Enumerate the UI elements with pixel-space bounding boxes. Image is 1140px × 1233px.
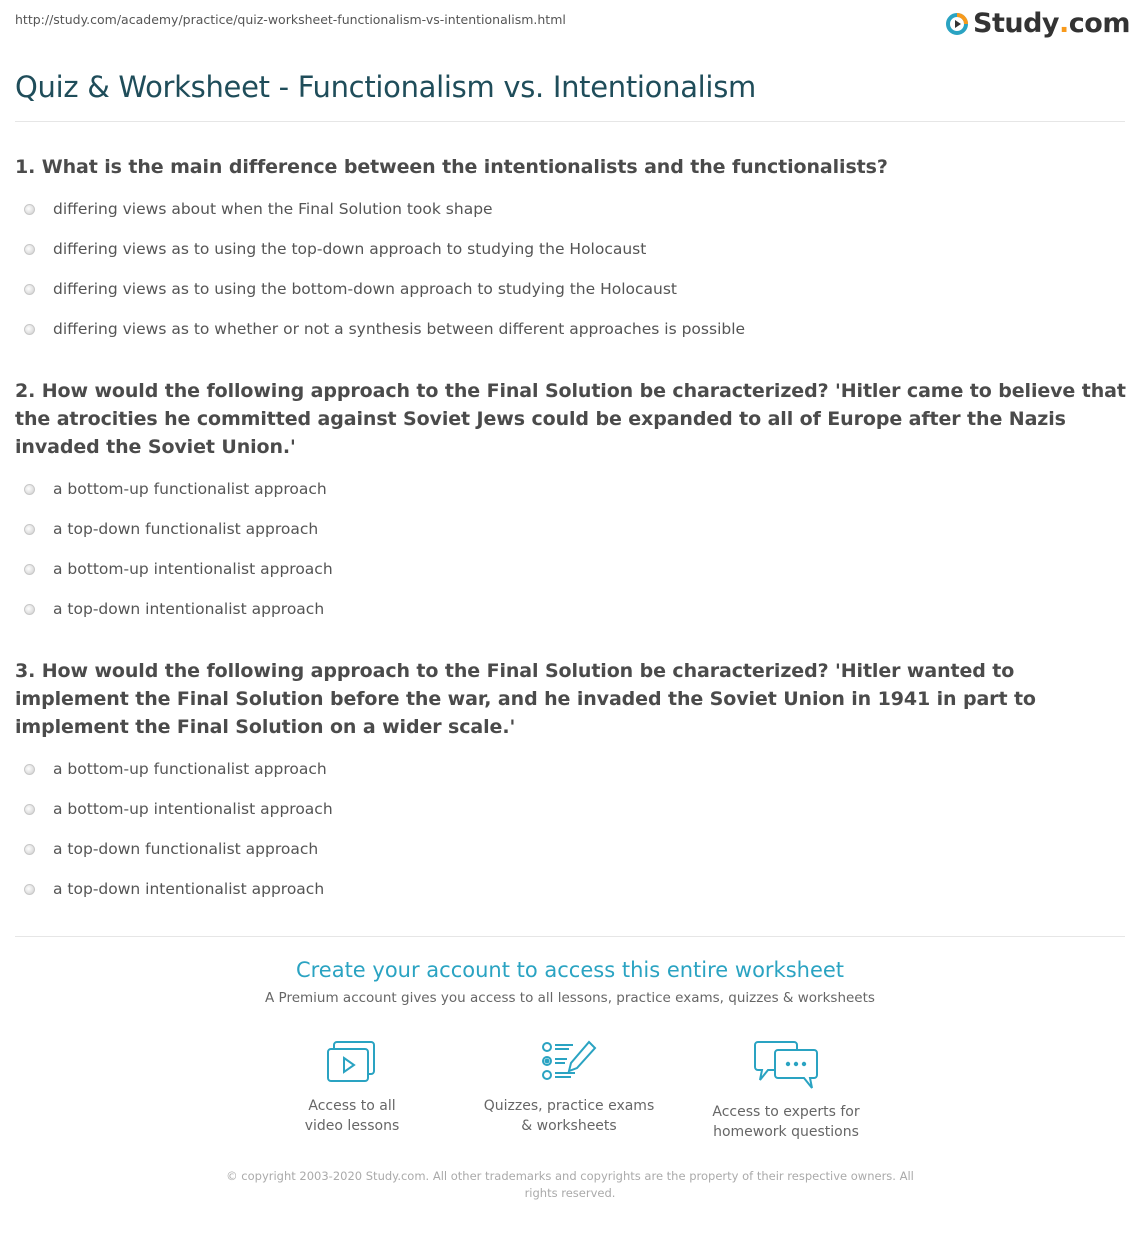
radio-button[interactable] bbox=[24, 564, 35, 575]
radio-button[interactable] bbox=[24, 604, 35, 615]
page-url: http://study.com/academy/practice/quiz-worksheet-functionalism-vs-intentionalism.html bbox=[15, 12, 566, 27]
copyright-footer: © copyright 2003-2020 Study.com. All other trademarks and copyrights are the property of their respective owners. All rights reserved. bbox=[226, 1169, 914, 1200]
logo-tld: com bbox=[1068, 8, 1130, 39]
answer-option[interactable] bbox=[15, 229, 1127, 269]
radio-button[interactable] bbox=[24, 204, 35, 215]
page-title: Quiz & Worksheet - Functionalism vs. Intentionalism bbox=[15, 70, 756, 104]
question-text: 3. How would the following approach to the Final Solution be characterized? 'Hitler wanted to implement the Final Solution before the war, and he invaded the Soviet Union in 1941 in part to implement the Final Solution on a wider scale.' bbox=[15, 660, 1036, 738]
option-label: differing views as to using the bottom-down approach to studying the Holocaust bbox=[53, 280, 677, 298]
option-label: a bottom-up intentionalist approach bbox=[53, 800, 333, 818]
option-label: a bottom-up functionalist approach bbox=[53, 480, 327, 498]
option-label: differing views as to whether or not a synthesis between different approaches is possible bbox=[53, 320, 746, 338]
option-label: a top-down functionalist approach bbox=[53, 840, 319, 858]
radio-button[interactable] bbox=[24, 324, 35, 335]
feature-line: & worksheets bbox=[521, 1118, 617, 1134]
feature-line: video lessons bbox=[304, 1118, 400, 1134]
answer-option[interactable] bbox=[15, 749, 1127, 789]
answer-option[interactable] bbox=[15, 829, 1127, 869]
question-2 bbox=[15, 377, 1127, 629]
study-logo[interactable] bbox=[945, 8, 1130, 39]
logo-text: Study bbox=[973, 8, 1060, 39]
answer-option[interactable] bbox=[15, 869, 1127, 909]
create-account-link[interactable]: Create your account to access this entire worksheet bbox=[295, 958, 845, 982]
radio-button[interactable] bbox=[24, 884, 35, 895]
radio-button[interactable] bbox=[24, 804, 35, 815]
option-label: a bottom-up intentionalist approach bbox=[53, 560, 333, 578]
feature-line: Access to all bbox=[308, 1098, 396, 1114]
option-label: a top-down intentionalist approach bbox=[53, 880, 325, 898]
feature-quizzes bbox=[469, 1040, 669, 1136]
answer-option[interactable] bbox=[15, 789, 1127, 829]
answer-option[interactable] bbox=[15, 309, 1127, 349]
radio-button[interactable] bbox=[24, 764, 35, 775]
feature-line: homework questions bbox=[713, 1124, 859, 1140]
question-text: 1. What is the main difference between the intentionalists and the functionalists? bbox=[15, 156, 888, 178]
radio-button[interactable] bbox=[24, 244, 35, 255]
option-label: differing views about when the Final Solution took shape bbox=[53, 200, 493, 218]
question-text: 2. How would the following approach to the Final Solution be characterized? 'Hitler came to believe that the atrocities he committed against Soviet Jews could be expanded to all of Europe after the Nazis invaded the Soviet Union.' bbox=[15, 380, 1126, 458]
option-label: a top-down functionalist approach bbox=[53, 520, 319, 538]
answer-option[interactable] bbox=[15, 189, 1127, 229]
option-label: differing views as to using the top-down approach to studying the Holocaust bbox=[53, 240, 647, 258]
answer-option[interactable] bbox=[15, 469, 1127, 509]
answer-option[interactable] bbox=[15, 269, 1127, 309]
play-logo-icon bbox=[945, 12, 969, 36]
radio-button[interactable] bbox=[24, 484, 35, 495]
question-3 bbox=[15, 657, 1127, 909]
premium-subtitle: A Premium account gives you access to all lessons, practice exams, quizzes & worksheets bbox=[265, 990, 875, 1006]
option-label: a top-down intentionalist approach bbox=[53, 600, 325, 618]
quiz-list-icon bbox=[541, 1040, 597, 1084]
question-1 bbox=[15, 153, 1127, 349]
radio-button[interactable] bbox=[24, 524, 35, 535]
option-label: a bottom-up functionalist approach bbox=[53, 760, 327, 778]
radio-button[interactable] bbox=[24, 284, 35, 295]
logo-dot: . bbox=[1059, 8, 1069, 39]
radio-button[interactable] bbox=[24, 844, 35, 855]
feature-line: Access to experts for bbox=[712, 1104, 860, 1120]
answer-option[interactable] bbox=[15, 509, 1127, 549]
feature-video-lessons bbox=[252, 1040, 452, 1136]
video-lessons-icon bbox=[326, 1040, 378, 1084]
answer-option[interactable] bbox=[15, 589, 1127, 629]
divider bbox=[15, 936, 1125, 937]
answer-option[interactable] bbox=[15, 549, 1127, 589]
feature-line: Quizzes, practice exams bbox=[483, 1098, 655, 1114]
chat-bubbles-icon bbox=[754, 1040, 818, 1090]
feature-experts bbox=[686, 1040, 886, 1142]
divider bbox=[15, 121, 1125, 122]
